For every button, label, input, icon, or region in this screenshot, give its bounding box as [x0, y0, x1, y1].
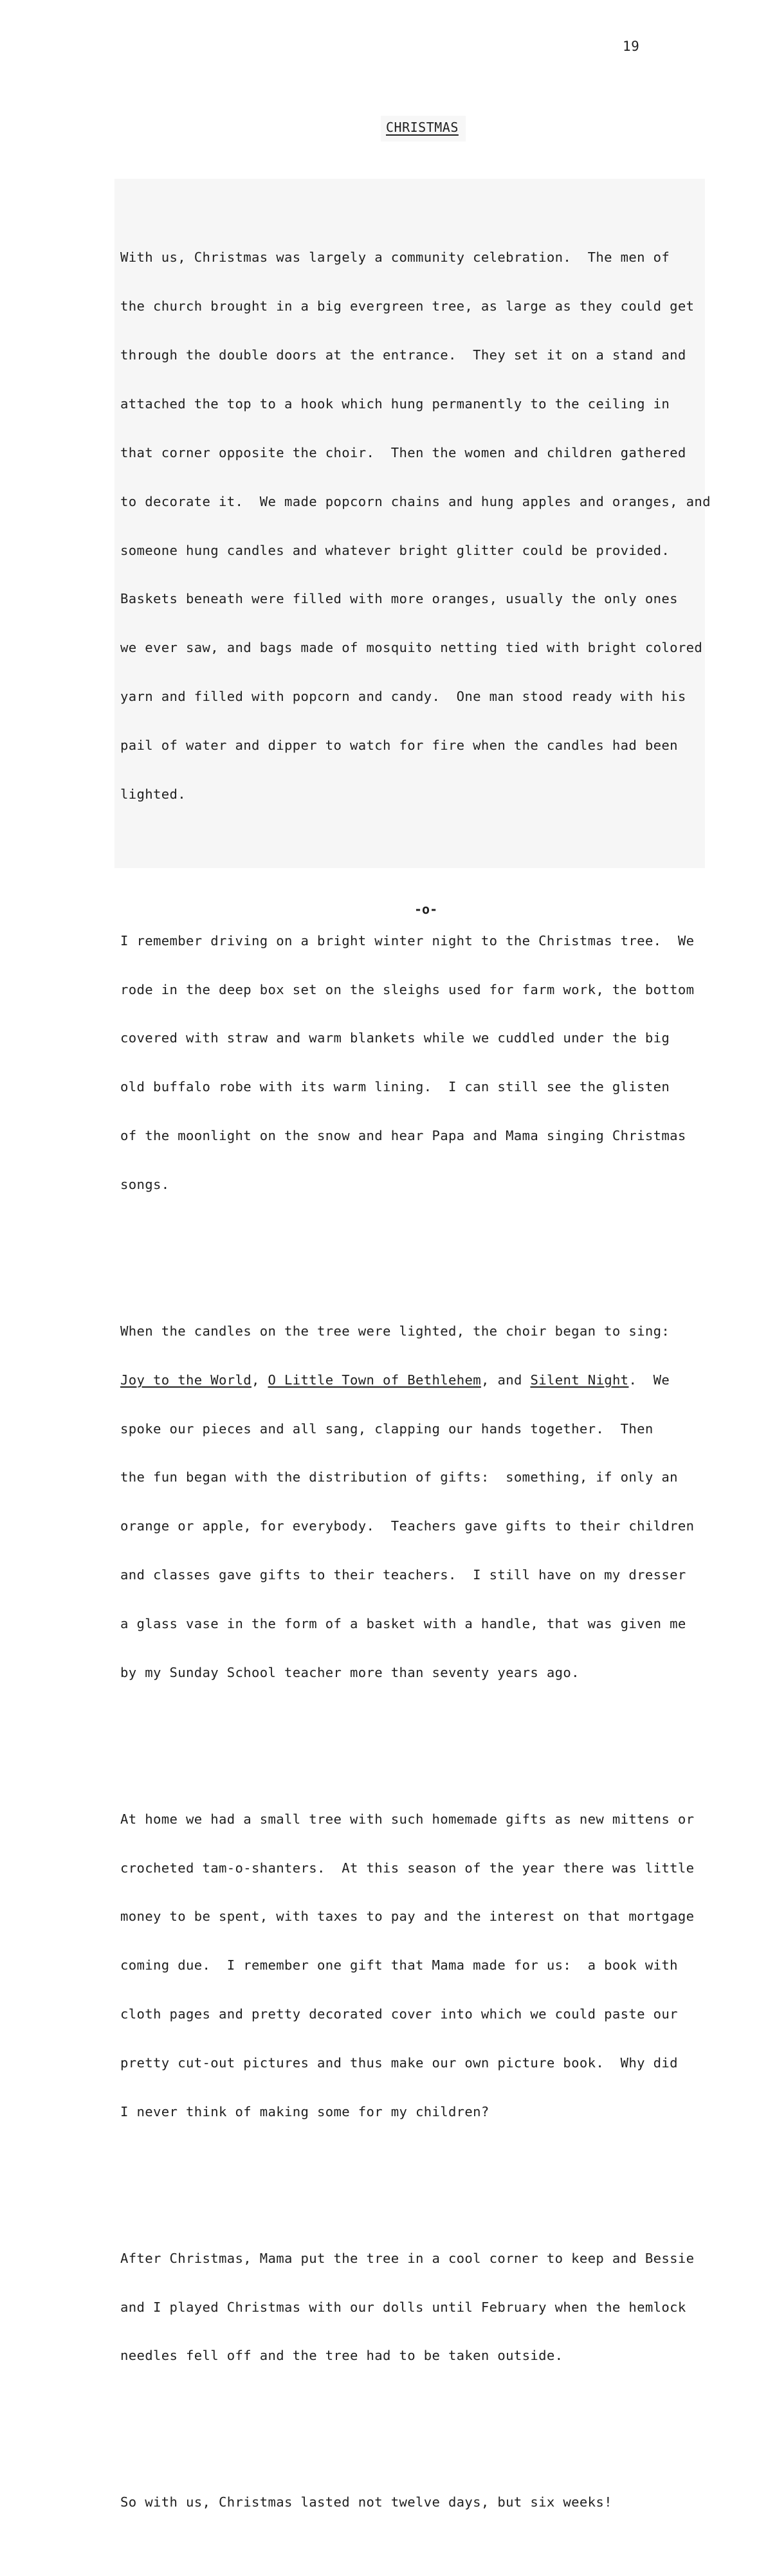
text-line: With us, Christmas was largely a community celebration. The men of	[120, 249, 670, 266]
song-title: Joy to the World	[120, 1372, 251, 1388]
text-line: rode in the deep box set on the sleighs used for farm work, the bottom	[120, 981, 695, 997]
separator: ,	[251, 1372, 268, 1388]
paragraph-1	[120, 217, 712, 835]
text-line: I remember driving on a bright winter night to the Christmas tree. We	[120, 932, 695, 948]
text-line: of the moonlight on the snow and hear Papa and Mama singing Christmas	[120, 1128, 686, 1144]
text-line: At home we had a small tree with such homemade gifts as new mittens or	[120, 1811, 695, 1827]
text-line: attached the top to a hook which hung permanently to the ceiling in	[120, 395, 670, 412]
text-line: we ever saw, and bags made of mosquito netting tied with bright colored	[120, 640, 703, 656]
line-tail: . We	[628, 1372, 670, 1388]
text-line: to decorate it. We made popcorn chains and hung apples and oranges, and	[120, 493, 711, 509]
text-line: songs.	[120, 1177, 170, 1193]
text-line: needles fell off and the tree had to be taken outside.	[120, 2348, 563, 2364]
song-title: O Little Town of Bethlehem	[268, 1372, 481, 1388]
body-text	[120, 185, 712, 2576]
text-line: orange or apple, for everybody. Teachers gave gifts to their children	[120, 1518, 695, 1534]
text-line: yarn and filled with popcorn and candy. One man stood ready with his	[120, 689, 686, 705]
paragraph-6	[120, 2462, 712, 2543]
text-line: cloth pages and pretty decorated cover into which we could paste our	[120, 2006, 678, 2022]
text-line: through the double doors at the entrance. They set it on a stand and	[120, 347, 686, 363]
text-line: a glass vase in the form of a basket with a handle, that was given me	[120, 1616, 686, 1632]
text-line: covered with straw and warm blankets while we cuddled under the big	[120, 1030, 670, 1046]
paragraph-5	[120, 2218, 712, 2397]
song-titles-line	[120, 1372, 712, 1388]
text-line: spoke our pieces and all sang, clapping our hands together. Then	[120, 1420, 654, 1437]
text-line: and I played Christmas with our dolls until February when the hemlock	[120, 2299, 686, 2315]
text-line: pail of water and dipper to watch for fire when the candles had been	[120, 738, 678, 754]
text-line: the church brought in a big evergreen tree, as large as they could get	[120, 298, 695, 314]
text-line: by my Sunday School teacher more than seventy years ago.	[120, 1665, 580, 1681]
text-line: Baskets beneath were filled with more oranges, usually the only ones	[120, 591, 678, 607]
end-mark: -o-	[414, 902, 438, 917]
text-line: that corner opposite the choir. Then the women and children gathered	[120, 444, 686, 460]
text-line: the fun began with the distribution of gifts: something, if only an	[120, 1469, 678, 1485]
text-line: After Christmas, Mama put the tree in a cool corner to keep and Bessie	[120, 2250, 695, 2266]
text-line: lighted.	[120, 786, 186, 802]
text-line: So with us, Christmas lasted not twelve days, but six weeks!	[120, 2494, 612, 2510]
text-line: money to be spent, with taxes to pay and the interest on that mortgage	[120, 1909, 695, 1925]
paragraph-3	[120, 1291, 712, 1714]
page-number: 19	[623, 39, 640, 54]
text-line: and classes gave gifts to their teachers. I still have on my dresser	[120, 1567, 686, 1583]
text-line: I never think of making some for my children?	[120, 2104, 489, 2120]
text-line: When the candles on the tree were lighted, the choir began to sing:	[120, 1323, 670, 1339]
text-line: crocheted tam-o-shanters. At this season of the year there was little	[120, 1860, 695, 1876]
paragraph-4	[120, 1779, 712, 2153]
paragraph-2	[120, 900, 712, 1226]
separator: , and	[480, 1372, 531, 1388]
text-line: pretty cut-out pictures and thus make our own picture book. Why did	[120, 2055, 678, 2071]
text-line: someone hung candles and whatever bright glitter could be provided.	[120, 542, 670, 558]
chapter-title: CHRISTMAS	[386, 120, 459, 135]
text-line: coming due. I remember one gift that Mama made for us: a book with	[120, 1957, 678, 1973]
song-title: Silent Night	[530, 1372, 629, 1388]
text-line: old buffalo robe with its warm lining. I can still see the glisten	[120, 1079, 670, 1095]
